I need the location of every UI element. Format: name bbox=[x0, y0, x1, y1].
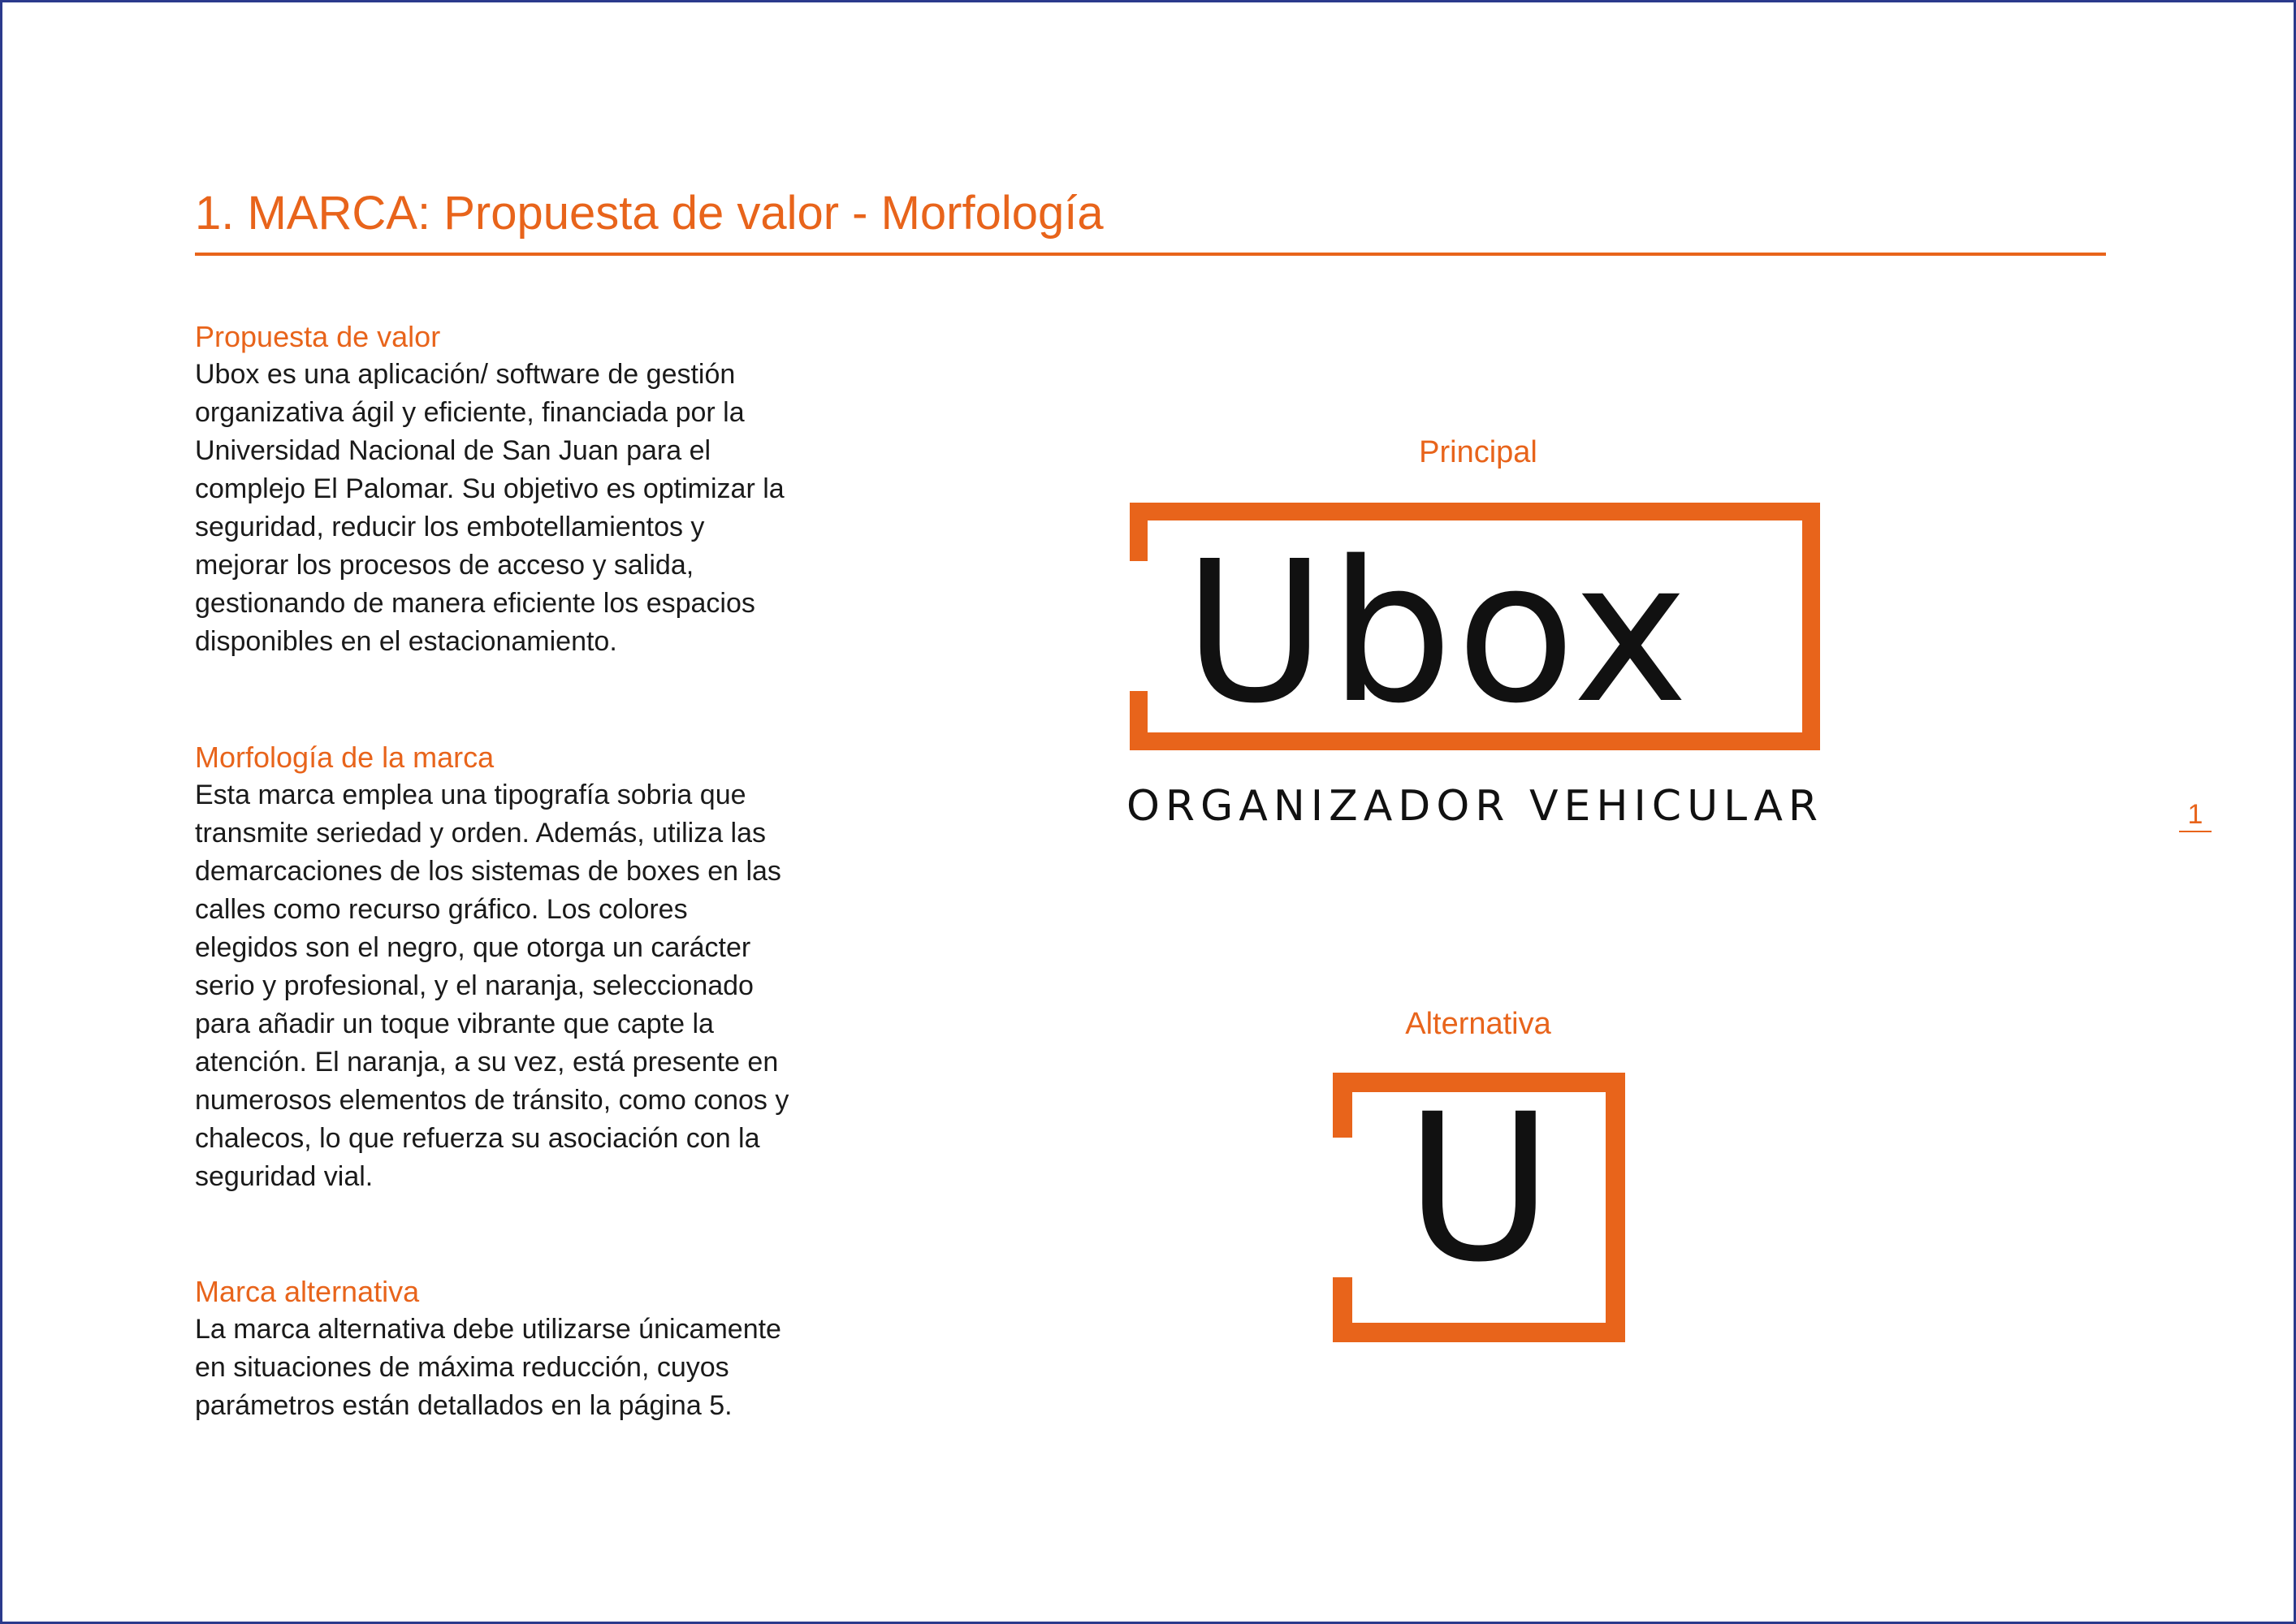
principal-logo bbox=[1130, 503, 1820, 750]
title-prefix: 1. MARCA: bbox=[195, 187, 431, 240]
page-number: 1 bbox=[2187, 799, 2203, 830]
alternativa-logo bbox=[1333, 1070, 1625, 1342]
page-number-underline bbox=[2179, 831, 2212, 832]
section-heading: Morfología de la marca bbox=[195, 741, 495, 774]
section-propuesta-de-valor bbox=[195, 317, 861, 661]
title-main: Propuesta de valor - Morfología bbox=[443, 187, 1104, 240]
section-morfologia bbox=[195, 738, 861, 1196]
alternativa-logo-label: Alternativa bbox=[1405, 1007, 1551, 1041]
section-body: Esta marca emplea una tipografía sobria que transmite seriedad y orden. Además, utiliza las demarcaciones de los sistemas de boxes en las calles como recurso gráfico. Los colores elegidos son el negro, que otorga un carácter serio y profesional, y el naranja, seleccionado para añadir un toque vibrante que capte la atención. El naranja, a su vez, está presente en numerosos elementos de tránsito, como conos y chalecos, lo que refuerza su asociación con la seguridad vial. bbox=[195, 780, 789, 1192]
section-body: La marca alternativa debe utilizarse únicamente en situaciones de máxima reducción, cuyos parámetros están detallados en la página 5. bbox=[195, 1314, 781, 1421]
page-title bbox=[195, 185, 1104, 242]
principal-logo-label: Principal bbox=[1419, 435, 1537, 469]
ubox-wordmark: Ubox bbox=[1183, 519, 1692, 746]
u-monogram: U bbox=[1404, 1070, 1554, 1307]
section-heading: Marca alternativa bbox=[195, 1275, 420, 1308]
title-underline bbox=[195, 253, 2106, 256]
section-marca-alternativa bbox=[195, 1272, 861, 1425]
logo-tagline: ORGANIZADOR VEHICULAR bbox=[1126, 782, 1824, 831]
section-body: Ubox es una aplicación/ software de gestión organizativa ágil y eficiente, financiada por la Universidad Nacional de San Juan para el complejo El Palomar. Su objetivo es optimizar la seguridad, reducir los embotellamientos y mejorar los procesos de acceso y salida, gestionando de manera eficiente los espacios disponibles en el estacionamiento. bbox=[195, 359, 785, 657]
section-heading: Propuesta de valor bbox=[195, 320, 441, 353]
